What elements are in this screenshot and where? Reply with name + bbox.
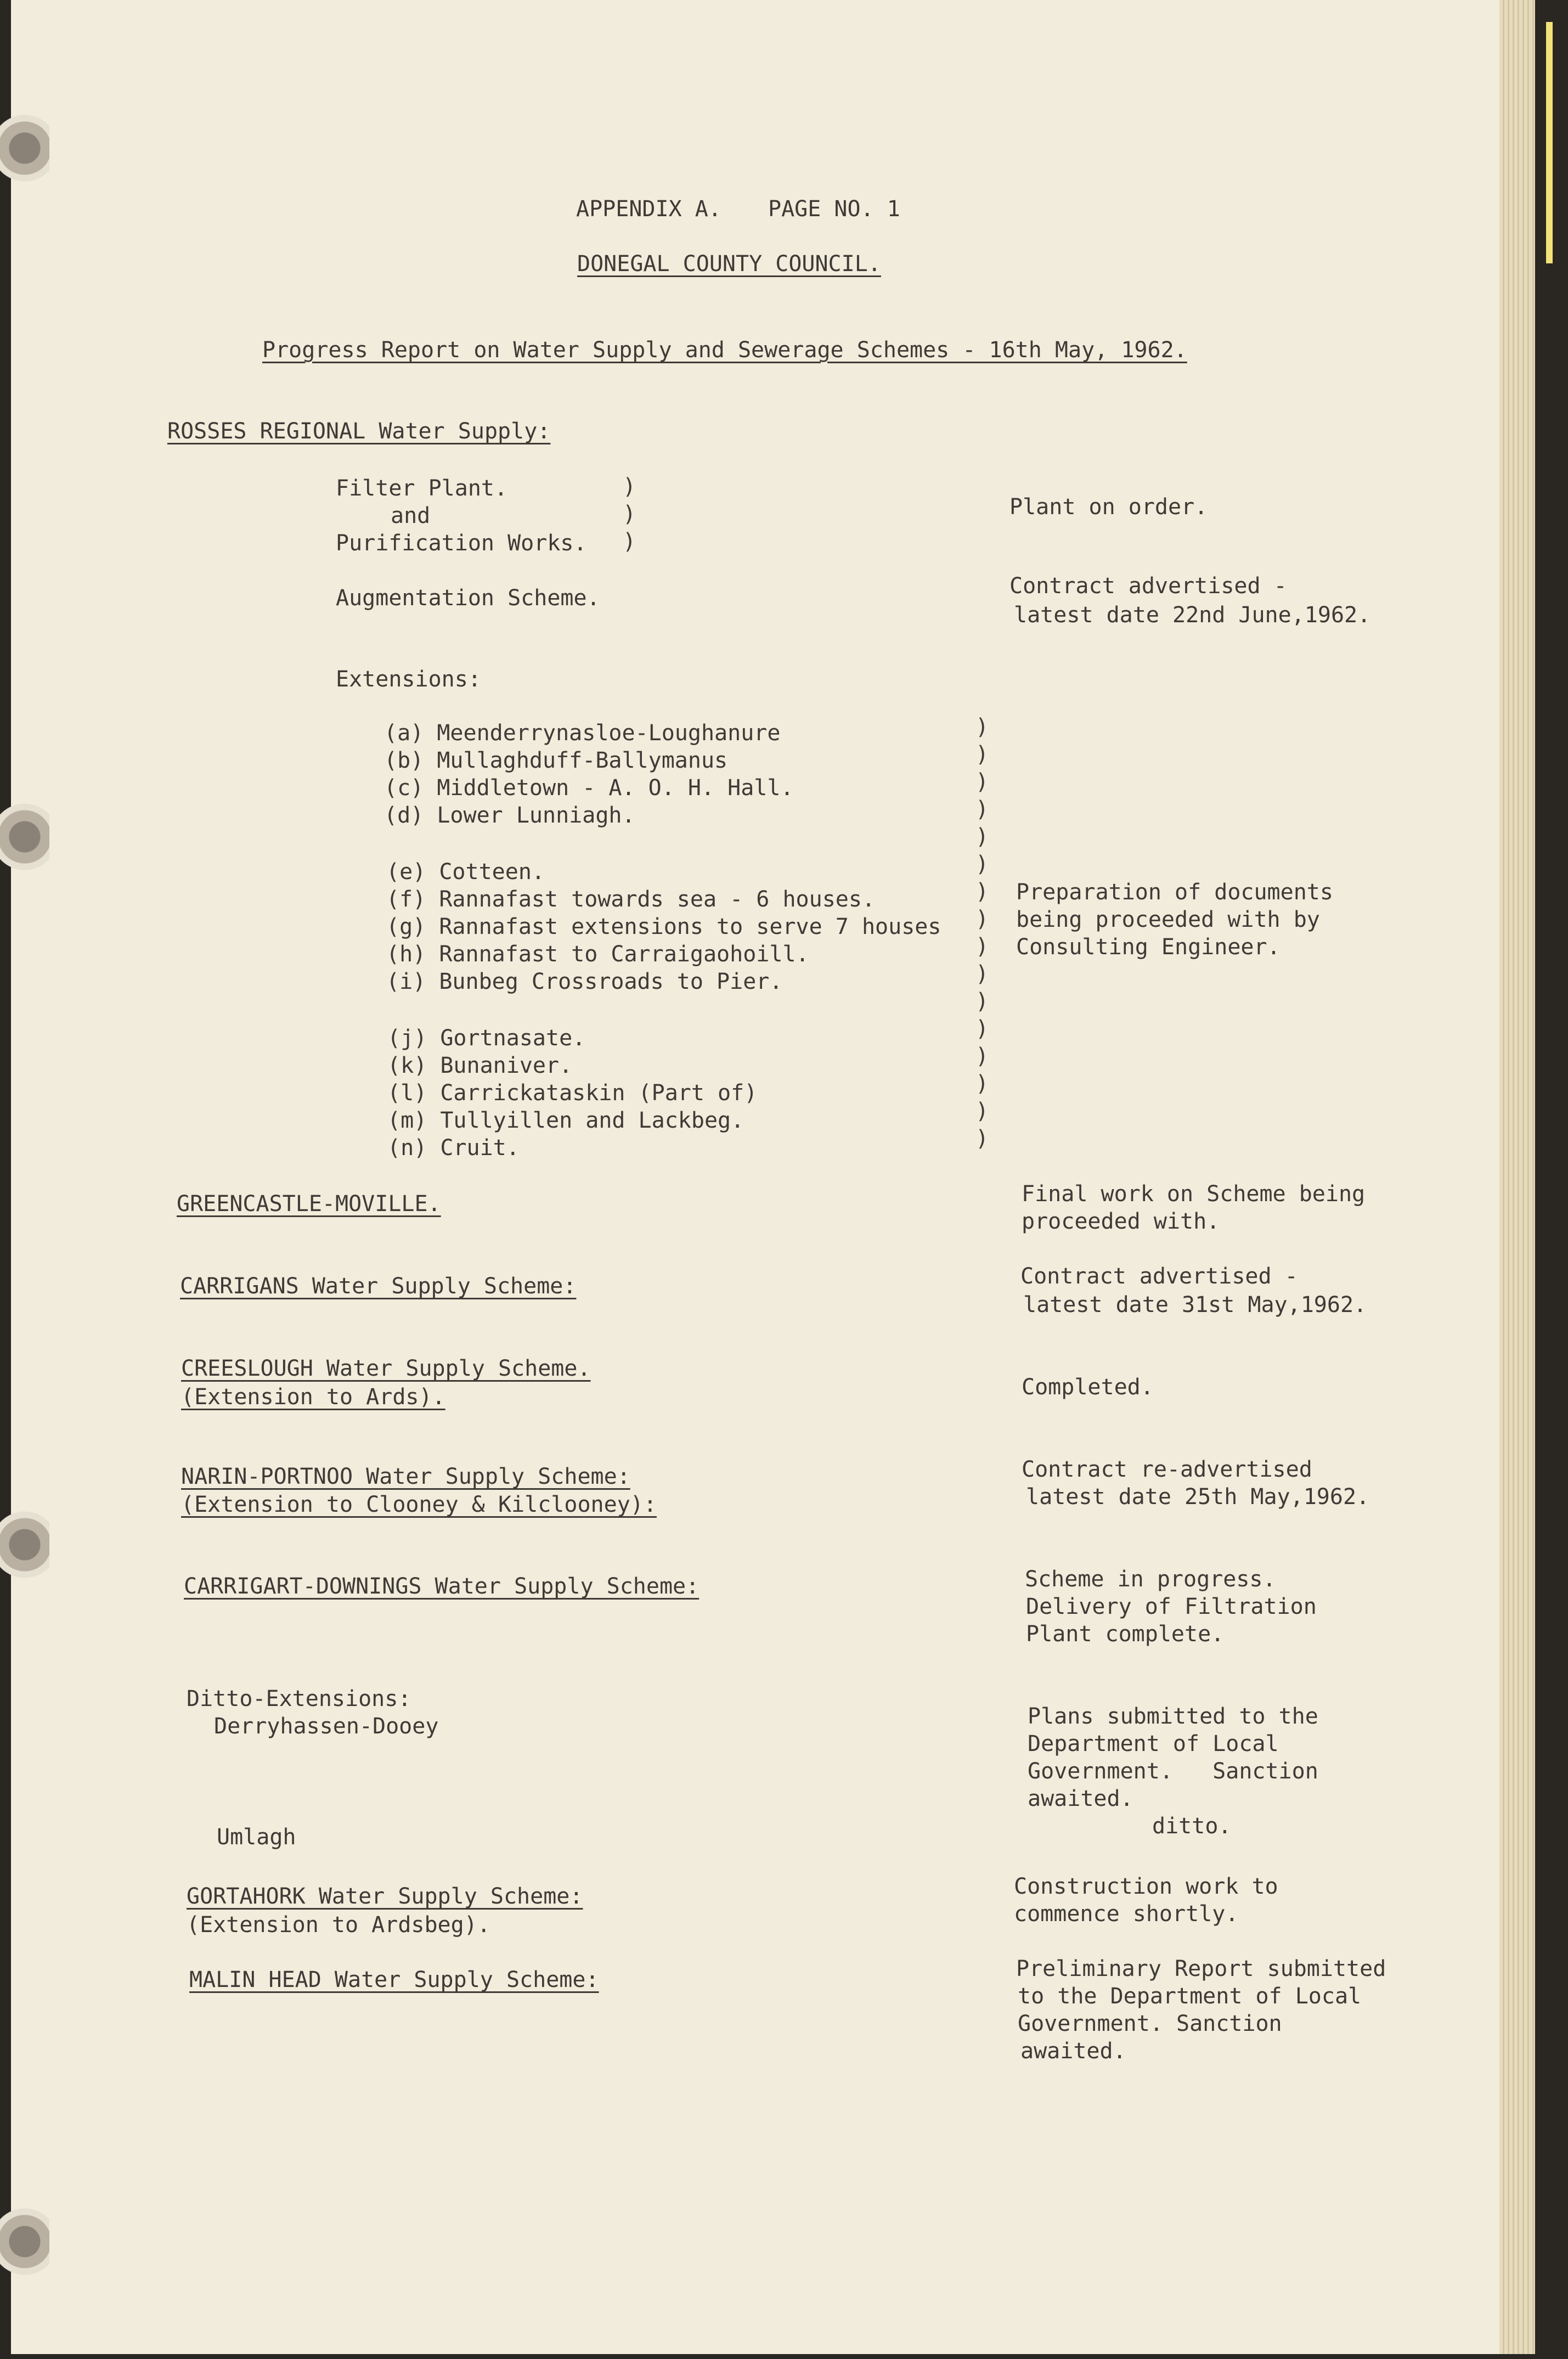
scheme-status-line: Government. Sanction <box>1028 1759 1318 1784</box>
scheme-status-line: Completed. <box>1022 1375 1154 1400</box>
extension-item: (k) Bunaniver. <box>387 1053 573 1078</box>
binder-hole-3 <box>0 1504 49 1586</box>
binder-hole-2 <box>0 796 49 878</box>
extensions-status-2: being proceeded with by <box>1016 907 1320 932</box>
scheme-sub-derryhassen: Derryhassen-Dooey <box>214 1714 439 1739</box>
extension-item: (g) Rannafast extensions to serve 7 houses <box>386 914 941 939</box>
scheme-status-line: latest date 31st May,1962. <box>1023 1292 1367 1318</box>
filter-bracket: ) ) ) <box>623 474 636 554</box>
scheme-status-line: Contract advertised - <box>1020 1264 1298 1289</box>
appendix-label: APPENDIX A. <box>576 196 721 222</box>
scheme-status-line: awaited. <box>1020 2039 1126 2064</box>
scheme-status-line: proceeded with. <box>1022 1209 1220 1234</box>
augmentation-status-1: Contract advertised - <box>1009 573 1287 599</box>
scheme-status-line: to the Department of Local <box>1018 1984 1362 2009</box>
filter-plant-line2: and <box>391 503 431 528</box>
augmentation-status-2: latest date 22nd June,1962. <box>1014 603 1371 628</box>
extension-item: (e) Cotteen. <box>386 859 545 885</box>
scheme-status-line: Contract re-advertised <box>1022 1457 1312 1482</box>
scheme-status-line: Department of Local <box>1028 1731 1279 1756</box>
extensions-status-3: Consulting Engineer. <box>1016 934 1281 960</box>
scheme-sub-narin-portnoo: (Extension to Clooney & Kilclooney): <box>181 1492 657 1517</box>
rosses-heading: ROSSES REGIONAL Water Supply: <box>167 419 551 444</box>
extensions-status-1: Preparation of documents <box>1016 880 1333 905</box>
report-title: Progress Report on Water Supply and Sewerage Schemes - 16th May, 1962. <box>262 337 1187 363</box>
extension-item: (n) Cruit. <box>387 1135 520 1161</box>
scheme-status-line: ditto. <box>1152 1814 1232 1839</box>
filter-plant-line1: Filter Plant. <box>336 476 508 501</box>
scheme-name-umlagh: Umlagh <box>217 1825 296 1850</box>
page-number: PAGE NO. 1 <box>768 196 900 222</box>
scheme-status-line: commence shortly. <box>1014 1901 1239 1927</box>
scheme-status-line: Final work on Scheme being <box>1022 1181 1366 1207</box>
scheme-status-line: Plant complete. <box>1026 1622 1225 1647</box>
extension-item: (m) Tullyillen and Lackbeg. <box>387 1108 744 1133</box>
filter-status: Plant on order. <box>1009 494 1208 520</box>
scheme-status-line: Government. Sanction <box>1018 2011 1282 2036</box>
scheme-name-greencastle: GREENCASTLE-MOVILLE. <box>177 1191 441 1217</box>
binder-hole-1 <box>0 107 49 189</box>
scheme-status-line: Plans submitted to the <box>1028 1704 1318 1729</box>
extension-item: (f) Rannafast towards sea - 6 houses. <box>386 887 876 912</box>
scheme-status-line: Construction work to <box>1014 1874 1278 1899</box>
augmentation-label: Augmentation Scheme. <box>336 585 600 611</box>
extension-item: (b) Mullaghduff-Ballymanus <box>384 748 728 773</box>
extension-item: (c) Middletown - A. O. H. Hall. <box>384 775 794 801</box>
scheme-name-creeslough: CREESLOUGH Water Supply Scheme. <box>181 1356 591 1381</box>
extension-item: (d) Lower Lunniagh. <box>384 803 635 828</box>
extension-item: (j) Gortnasate. <box>387 1026 586 1051</box>
extension-item: (i) Bunbeg Crossroads to Pier. <box>386 969 783 994</box>
scheme-status-line: awaited. <box>1028 1786 1133 1811</box>
scheme-name-ditto-extensions: Ditto-Extensions: <box>187 1686 411 1711</box>
extension-item: (a) Meenderrynasloe-Loughanure <box>384 720 781 746</box>
scheme-name-narin-portnoo: NARIN-PORTNOO Water Supply Scheme: <box>181 1464 630 1489</box>
binder-hole-4 <box>0 2200 49 2283</box>
extensions-heading: Extensions: <box>336 667 481 692</box>
scheme-name-gortahork: GORTAHORK Water Supply Scheme: <box>187 1884 583 1909</box>
extension-item: (h) Rannafast to Carraigaohoill. <box>386 942 809 967</box>
scheme-sub-gortahork: (Extension to Ardsbeg). <box>187 1912 490 1938</box>
scheme-name-carrigart-downings: CARRIGART-DOWNINGS Water Supply Scheme: <box>184 1574 700 1599</box>
page-edge-stack <box>1499 0 1535 2354</box>
extensions-bracket: ) ) ) ) ) ) ) ) ) ) ) ) ) ) ) ) <box>975 714 989 1151</box>
extension-item: (l) Carrickataskin (Part of) <box>387 1080 758 1106</box>
scheme-sub-creeslough: (Extension to Ards). <box>181 1384 445 1410</box>
scheme-status-line: Delivery of Filtration <box>1026 1594 1317 1619</box>
scheme-status-line: Scheme in progress. <box>1025 1567 1276 1592</box>
yellow-tab-strip <box>1546 22 1553 263</box>
scheme-status-line: Preliminary Report submitted <box>1016 1956 1386 1981</box>
scheme-name-malin-head: MALIN HEAD Water Supply Scheme: <box>189 1967 599 1992</box>
council-title: DONEGAL COUNTY COUNCIL. <box>577 251 881 277</box>
scheme-name-carrigans: CARRIGANS Water Supply Scheme: <box>180 1274 577 1299</box>
filter-plant-line3: Purification Works. <box>336 531 587 556</box>
scheme-status-line: latest date 25th May,1962. <box>1026 1484 1370 1510</box>
